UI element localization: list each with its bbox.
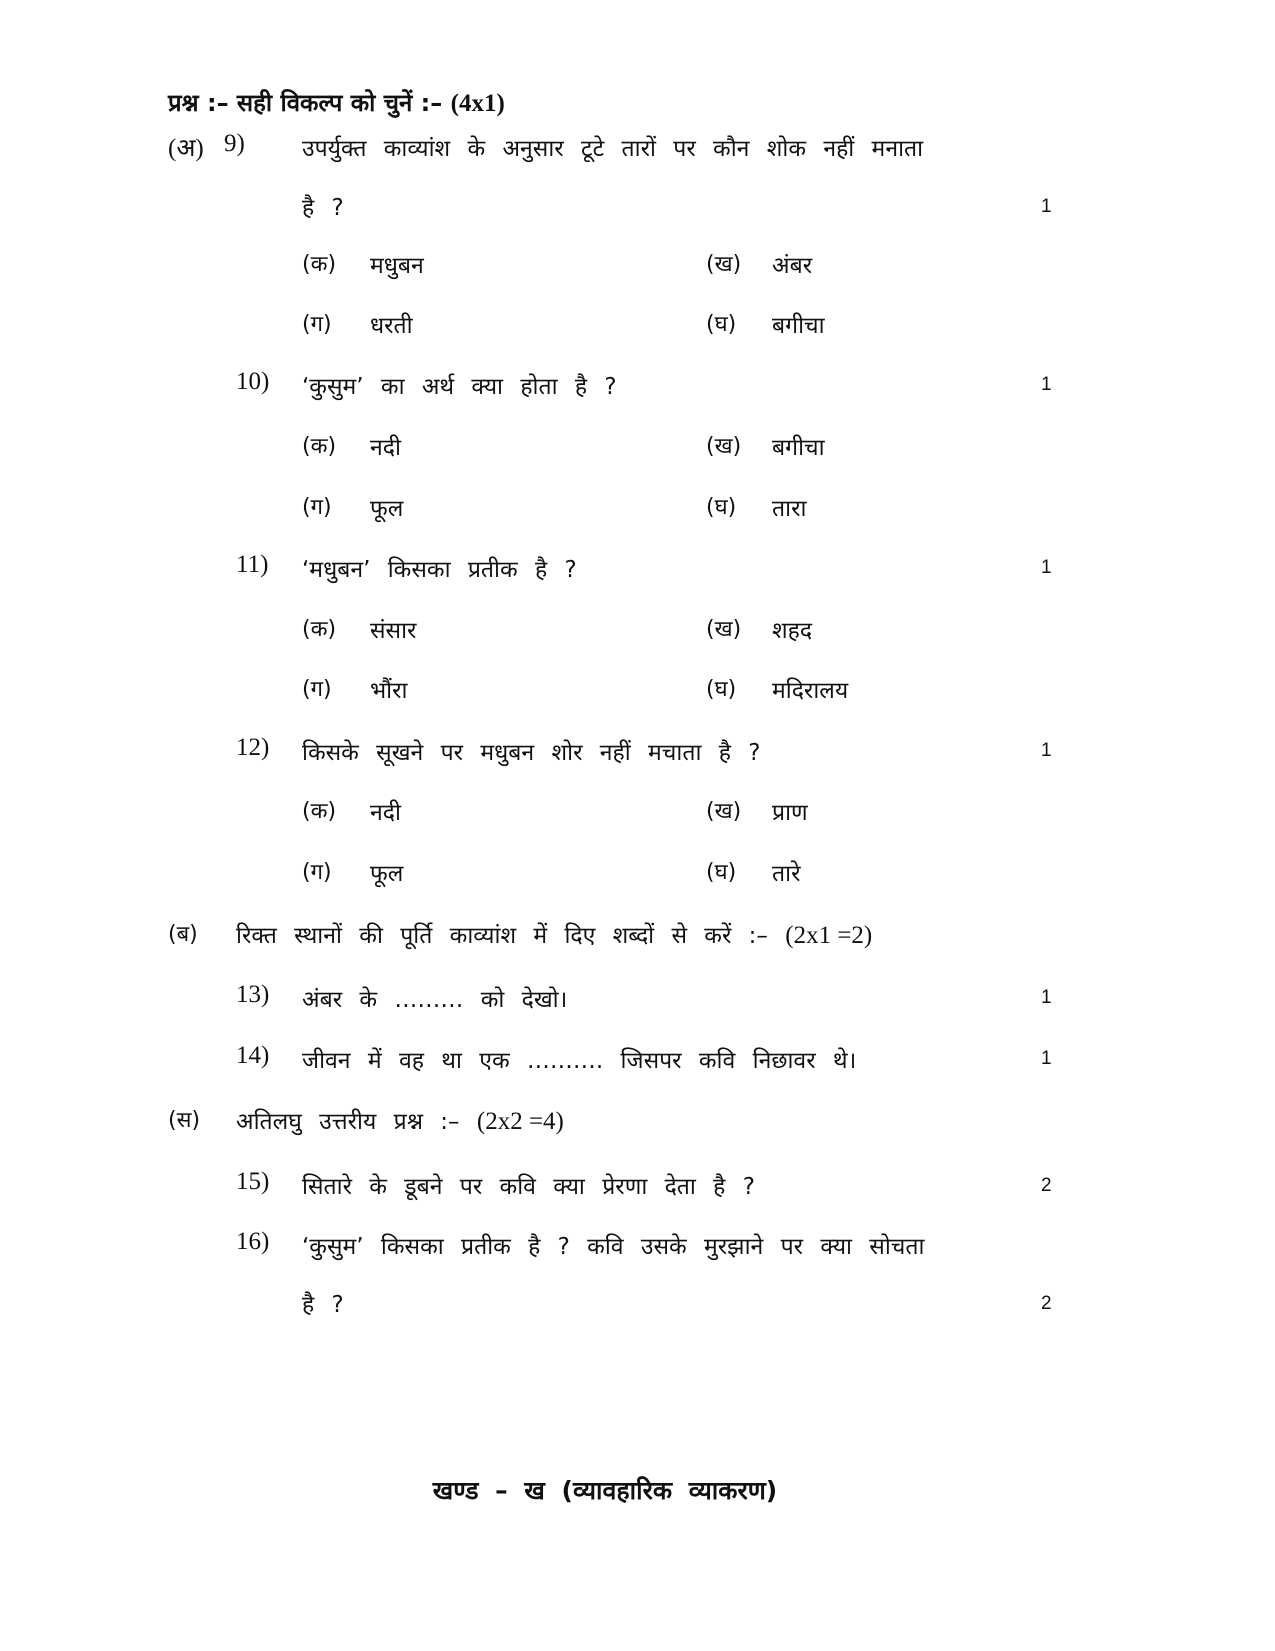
question-number: 16) (236, 1228, 270, 1255)
question-text: जीवन में वह था एक ………. जिसपर कवि निछावर थे। (302, 1048, 857, 1074)
option-text: बगीचा (772, 435, 825, 461)
option-key: (क) (302, 252, 337, 277)
question-number: 15) (236, 1168, 270, 1195)
section-c-title (236, 1104, 564, 1136)
question-number: 12) (236, 734, 270, 761)
question-marks: 1 (1041, 987, 1052, 1008)
option-text: मधुबन (370, 253, 424, 279)
option-key: (ख) (706, 252, 742, 277)
section-c-label: (स) (168, 1108, 201, 1133)
question-number: 9) (224, 130, 245, 157)
question-number: 13) (236, 981, 270, 1008)
question-marks: 1 (1041, 196, 1052, 217)
option-text: फूल (370, 496, 404, 522)
question-marks: 2 (1041, 1175, 1052, 1196)
option-key: (क) (302, 434, 337, 459)
option-text: शहद (772, 618, 813, 644)
option-text: अंबर (772, 253, 813, 279)
section-b-label: (ब) (168, 922, 198, 947)
option-key: (घ) (706, 312, 737, 337)
instruction-label: प्रश्न :– सही विकल्प को चुनें :– (168, 89, 443, 117)
option-text: मदिरालय (772, 678, 849, 704)
option-key: (घ) (706, 677, 737, 702)
question-text: सितारे के डूबने पर कवि क्या प्रेरणा देता है ? (302, 1174, 755, 1200)
section-footer-heading: खण्ड – ख (व्यावहारिक व्याकरण) (432, 1476, 778, 1505)
question-text: ‘मधुबन’ किसका प्रतीक है ? (302, 557, 577, 583)
question-text: किसके सूखने पर मधुबन शोर नहीं मचाता है ? (302, 740, 761, 766)
question-marks: 1 (1041, 557, 1052, 578)
question-marks: 2 (1041, 1293, 1052, 1314)
section-b-title (236, 918, 872, 950)
section-b-marks: (2x1 =2) (785, 922, 873, 949)
option-text: भौंरा (370, 678, 408, 704)
question-number: 11) (236, 551, 269, 578)
question-text: अंबर के ……… को देखो। (302, 987, 568, 1013)
option-key: (घ) (706, 495, 737, 520)
question-text: उपर्युक्त काव्यांश के अनुसार टूटे तारों पर कौन शोक नहीं मनाता (302, 136, 924, 162)
instruction-marks: (4x1) (450, 90, 505, 117)
option-text: फूल (370, 861, 404, 887)
option-key: (ग) (302, 860, 332, 885)
option-key: (क) (302, 617, 337, 642)
section-c-marks: (2x2 =4) (476, 1108, 564, 1135)
option-key: (ग) (302, 495, 332, 520)
section-c-title-text: अतिलघु उत्तरीय प्रश्न :– (236, 1109, 460, 1135)
section-b-title-text: रिक्त स्थानों की पूर्ति काव्यांश में दिए शब्दों से करें :– (236, 923, 768, 949)
question-marks: 1 (1041, 1048, 1052, 1069)
option-text: तारे (772, 861, 801, 887)
question-text-continued: है ? (302, 1292, 344, 1318)
option-key: (ख) (706, 617, 742, 642)
question-marks: 1 (1041, 740, 1052, 761)
option-key: (ख) (706, 799, 742, 824)
option-text: नदी (370, 435, 401, 461)
question-text: ‘कुसुम’ का अर्थ क्या होता है ? (302, 374, 617, 400)
section-a-label: (अ) (168, 135, 204, 162)
option-text: संसार (370, 618, 417, 644)
question-marks: 1 (1041, 374, 1052, 395)
question-text-continued: है ? (302, 195, 344, 221)
option-text: प्राण (772, 800, 808, 826)
option-text: बगीचा (772, 313, 825, 339)
question-text: ‘कुसुम’ किसका प्रतीक है ? कवि उसके मुरझाने पर क्या सोचता (302, 1234, 925, 1260)
option-key: (घ) (706, 860, 737, 885)
option-text: तारा (772, 496, 807, 522)
option-key: (ग) (302, 312, 332, 337)
option-key: (ख) (706, 434, 742, 459)
question-number: 10) (236, 368, 270, 395)
option-text: धरती (370, 313, 413, 339)
instruction-heading (168, 86, 505, 119)
question-number: 14) (236, 1042, 270, 1069)
option-text: नदी (370, 800, 401, 826)
option-key: (ग) (302, 677, 332, 702)
option-key: (क) (302, 799, 337, 824)
